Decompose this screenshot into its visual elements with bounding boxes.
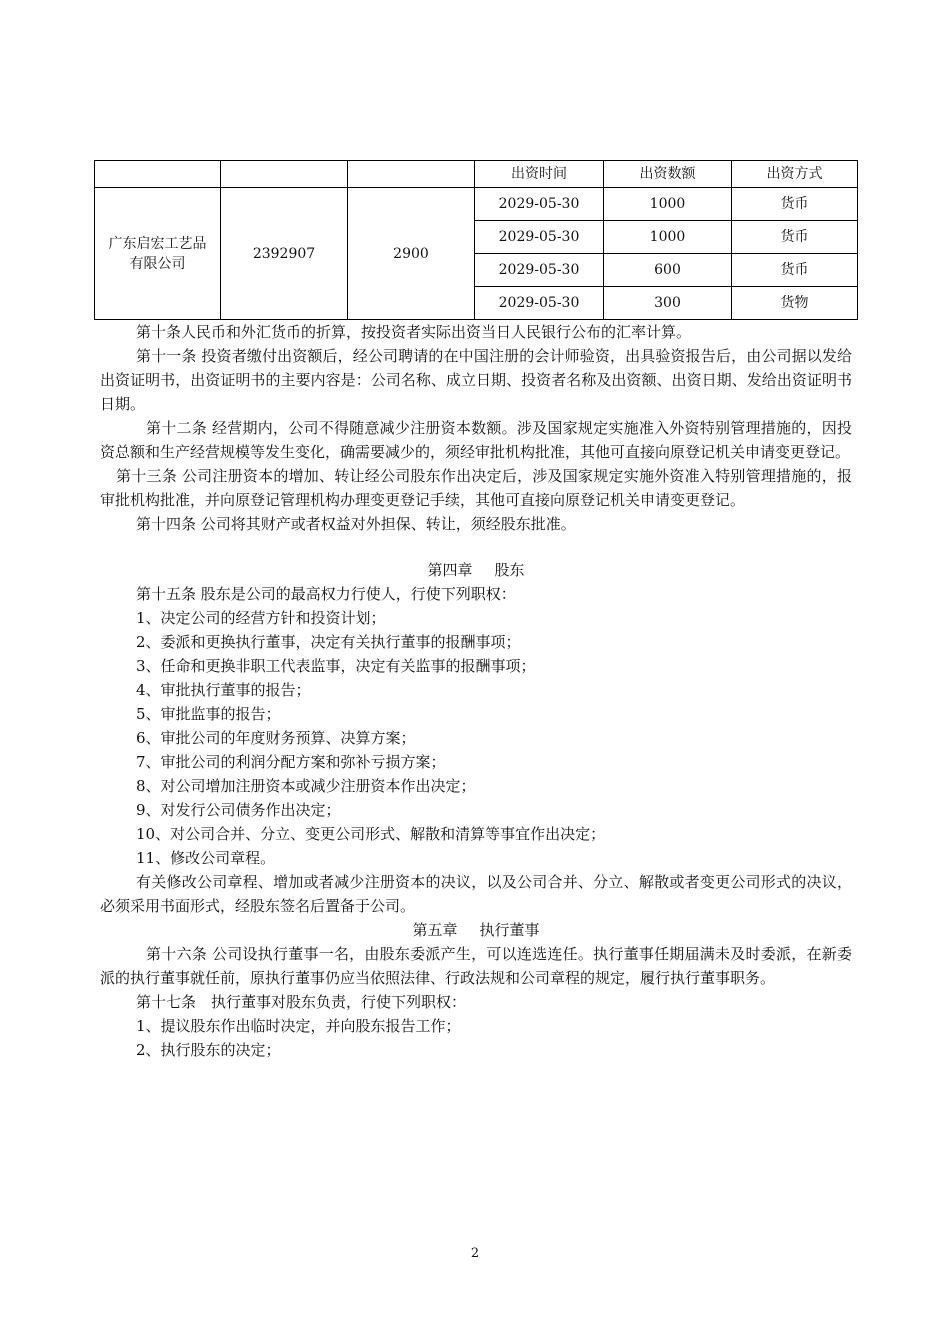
table-header-cell: [348, 161, 475, 188]
chapter-title: 股东: [494, 561, 525, 579]
list-item: 1、提议股东作出临时决定，并向股东报告工作；: [136, 1017, 461, 1035]
investor-name-cell: 广东启宏工艺品有限公司: [95, 188, 221, 320]
list-item: 1、决定公司的经营方针和投资计划；: [136, 609, 386, 627]
contribution-amount-cell: 600: [604, 254, 732, 287]
article-10: 第十条人民币和外汇货币的折算，按投资者实际出资当日人民银行公布的汇率计算。: [136, 323, 692, 341]
table-row: [95, 188, 858, 221]
table-header-cell: [221, 161, 348, 188]
list-item: 5、审批监事的报告；: [136, 705, 281, 723]
page-number: 2: [470, 1246, 480, 1261]
article-13: 第十三条 公司注册资本的增加、转让经公司股东作出决定后，涉及国家规定实施外资准入特别管理措施的，报审批机构批准，并向原登记管理机构办理变更登记手续，其他可直接向原登记机关申请变更登记。: [100, 467, 852, 509]
list-item: 4、审批执行董事的报告；: [136, 681, 311, 699]
contribution-date-cell: 2029-05-30: [475, 221, 604, 254]
list-item: 3、任命和更换非职工代表监事，决定有关监事的报酬事项；: [136, 657, 536, 675]
contribution-date-cell: 2029-05-30: [475, 287, 604, 320]
table-header-cell: 出资方式: [732, 161, 858, 188]
contribution-method-cell: 货币: [732, 254, 858, 287]
table-header-cell: 出资时间: [475, 161, 604, 188]
list-item: 2、执行股东的决定；: [136, 1041, 281, 1059]
list-item: 9、对发行公司债务作出决定；: [136, 801, 341, 819]
list-item: 10、对公司合并、分立、变更公司形式、解散和清算等事宜作出决定；: [136, 825, 606, 843]
list-item: 7、审批公司的利润分配方案和弥补亏损方案；: [136, 753, 446, 771]
article-11: 第十一条 投资者缴付出资额后，经公司聘请的在中国注册的会计师验资，出具验资报告后，由公司据以发给出资证明书，出资证明书的主要内容是：公司名称、成立日期、投资者名称及出资额、出资日期、发给出资证明书日期。: [100, 347, 852, 413]
chapter-number: 第五章: [412, 921, 458, 939]
table-header-cell: [95, 161, 221, 188]
table-cell: 2900: [348, 188, 475, 320]
contribution-method-cell: 货物: [732, 287, 858, 320]
contribution-date-cell: 2029-05-30: [475, 254, 604, 287]
chapter-number: 第四章: [427, 561, 473, 579]
list-item: 8、对公司增加注册资本或减少注册资本作出决定；: [136, 777, 476, 795]
article-17: 第十七条 执行董事对股东负责，行使下列职权：: [136, 993, 467, 1011]
table-header-cell: 出资数额: [604, 161, 732, 188]
contribution-amount-cell: 1000: [604, 188, 732, 221]
table-cell: 2392907: [221, 188, 348, 320]
contribution-method-cell: 货币: [732, 221, 858, 254]
article-15: 第十五条 股东是公司的最高权力行使人，行使下列职权：: [136, 585, 516, 603]
article-12: 第十二条 经营期内，公司不得随意减少注册资本数额。涉及国家规定实施准入外资特别管理措施的，因投资总额和生产经营规模等发生变化，确需要减少的，须经审批机构批准，其他可直接向原登记机关申请变更登记。: [100, 419, 852, 461]
article-16: 第十六条 公司设执行董事一名，由股东委派产生，可以连选连任。执行董事任期届满未及时委派，在新委派的执行董事就任前，原执行董事仍应当依照法律、行政法规和公司章程的规定，履行执行董事职务。: [100, 945, 852, 987]
contribution-method-cell: 货币: [732, 188, 858, 221]
chapter-5-heading: [100, 918, 852, 942]
list-item: 2、委派和更换执行董事，决定有关执行董事的报酬事项；: [136, 633, 521, 651]
contribution-date-cell: 2029-05-30: [475, 188, 604, 221]
articles-body: [100, 320, 852, 1062]
chapter-4-heading: [100, 558, 852, 582]
list-item: 6、审批公司的年度财务预算、决算方案；: [136, 729, 416, 747]
article-14: 第十四条 公司将其财产或者权益对外担保、转让，须经股东批准。: [136, 515, 576, 533]
table-header-row: [95, 161, 858, 188]
chapter-4-note: 有关修改公司章程、增加或者减少注册资本的决议，以及公司合并、分立、解散或者变更公司形式的决议，必须采用书面形式，经股东签名后置备于公司。: [100, 873, 852, 915]
chapter-title: 执行董事: [479, 921, 540, 939]
capital-contribution-table: [94, 160, 858, 320]
contribution-amount-cell: 300: [604, 287, 732, 320]
list-item: 11、修改公司章程。: [136, 849, 276, 867]
contribution-amount-cell: 1000: [604, 221, 732, 254]
